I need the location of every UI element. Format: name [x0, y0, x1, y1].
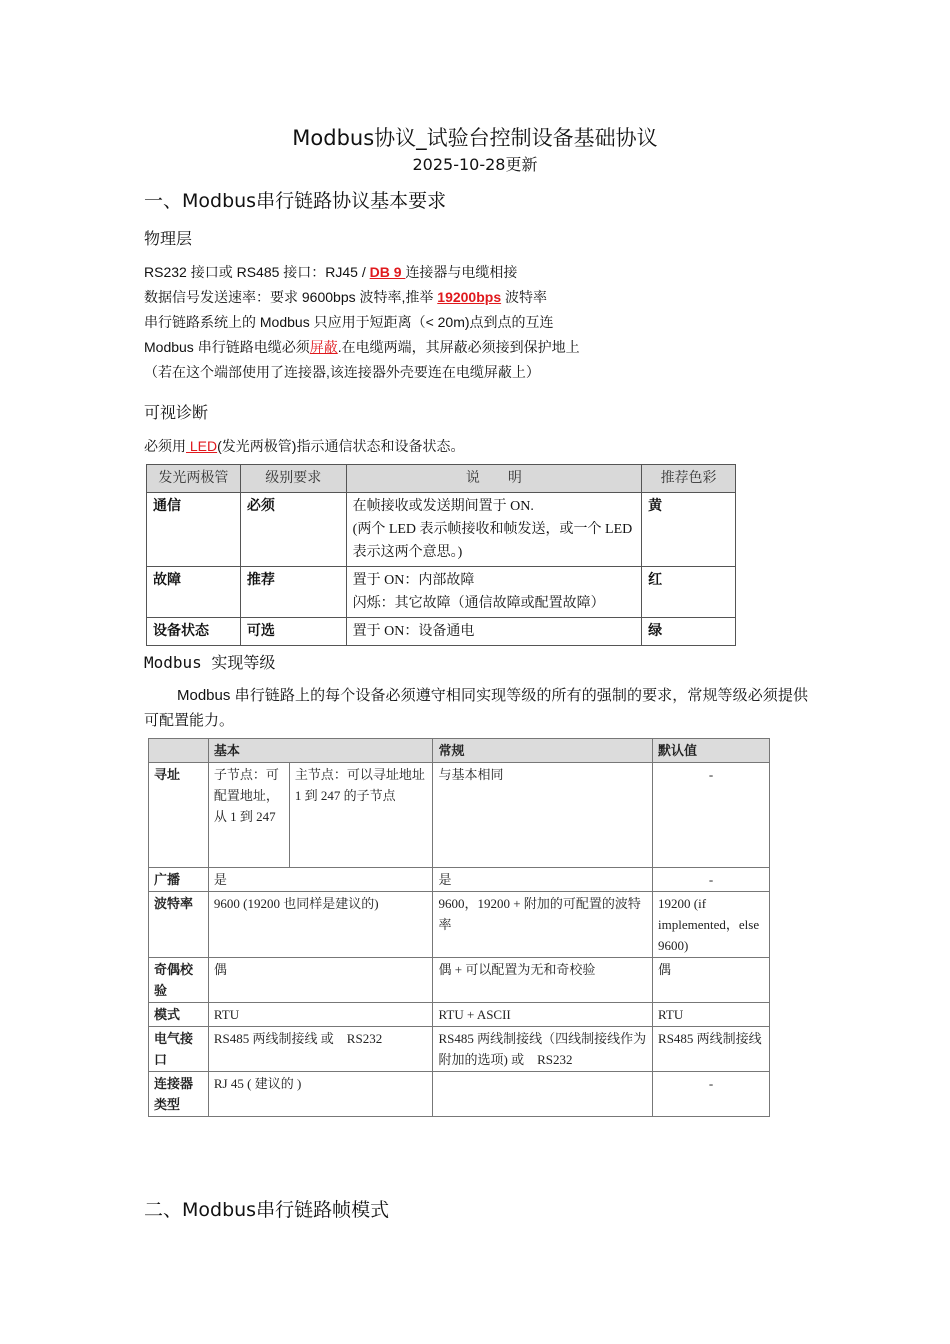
- row-label: 连接器类型: [149, 1072, 209, 1117]
- table-cell: 偶 + 可以配置为无和奇校验: [433, 958, 653, 1003]
- column-header: 发光两极管: [147, 465, 241, 493]
- text-span: 数据信号发送速率：要求 9600bps 波特率,推举: [144, 289, 438, 305]
- shield-link[interactable]: 屏蔽: [309, 339, 338, 355]
- implementation-level-heading: Modbus 实现等级: [144, 653, 276, 672]
- table-row: [149, 1072, 770, 1117]
- table-cell: RTU: [653, 1003, 770, 1027]
- table-header-row: [147, 465, 736, 493]
- column-header: 常规: [433, 739, 653, 763]
- document-title: Modbus协议_试验台控制设备基础协议: [292, 126, 658, 150]
- implementation-level-text: Modbus 串行链路上的每个设备必须遵守相同实现等级的所有的强制的要求，常规等级必须提供可配置能力。: [144, 687, 808, 729]
- physical-line-2: [144, 285, 580, 310]
- table-cell: RTU + ASCII: [433, 1003, 653, 1027]
- master-cell: 主节点：可以寻址地址 1 到 247 的子节点: [294, 767, 425, 803]
- visual-diagnosis-heading: 可视诊断: [144, 403, 209, 422]
- table-row: [149, 1027, 770, 1072]
- table-cell: 9600 (19200 也同样是建议的): [208, 892, 433, 958]
- cell-line: (两个 LED 表示帧接收和帧发送，或一个 LED 表示这两个意思。): [352, 522, 633, 560]
- table-cell: 19200 (if implemented，else 9600): [653, 892, 770, 958]
- table-row: [149, 868, 770, 892]
- row-label: 电气接口: [149, 1027, 209, 1072]
- table-cell: 是: [208, 868, 433, 892]
- column-header: 推荐色彩: [642, 465, 736, 493]
- table-cell: RJ 45 ( 建议的 ): [208, 1072, 433, 1117]
- address-subtable: [209, 763, 433, 867]
- cell-line: 闪烁：其它故障（通信故障或配置故障）: [352, 596, 605, 611]
- table-cell: 偶: [208, 958, 433, 1003]
- table-cell: RTU: [208, 1003, 433, 1027]
- table-row: [147, 618, 736, 646]
- row-label: 波特率: [149, 892, 209, 958]
- physical-line-4: [144, 335, 580, 360]
- row-label: 奇偶校验: [149, 958, 209, 1003]
- table-cell: 黄: [642, 493, 736, 567]
- column-header: 默认值: [653, 739, 770, 763]
- table-cell: 与基本相同: [433, 763, 653, 868]
- table-cell: 是: [433, 868, 653, 892]
- column-header: 基本: [208, 739, 433, 763]
- table-cell: 绿: [642, 618, 736, 646]
- section-2-heading: 二、Modbus串行链路帧模式: [144, 1199, 390, 1221]
- table-cell: RS485 两线制接线: [653, 1027, 770, 1072]
- led-table: [146, 464, 736, 646]
- table-cell: 推荐: [240, 567, 346, 618]
- document-subtitle: 2025-10-28更新: [412, 155, 538, 174]
- row-label: 广播: [149, 868, 209, 892]
- text-span: Modbus 串行链路电缆必须: [144, 339, 310, 355]
- text-span: 连接器与电缆相接: [405, 264, 518, 280]
- table-cell: [346, 567, 641, 618]
- row-label: 模式: [149, 1003, 209, 1027]
- physical-line-1: [144, 260, 580, 285]
- text-span: RS232 接口或 RS485 接口：RJ45 /: [144, 264, 370, 280]
- table-row: [149, 958, 770, 1003]
- physical-line-3: 串行链路系统上的 Modbus 只应用于短距离（< 20m)点到点的互连: [144, 314, 554, 330]
- table-header-row: [149, 739, 770, 763]
- table-cell: 9600，19200 + 附加的可配置的波特率: [433, 892, 653, 958]
- table-cell: RS485 两线制接线 或 RS232: [208, 1027, 433, 1072]
- table-cell: -: [653, 763, 770, 868]
- table-row: [147, 493, 736, 567]
- table-cell: 必须: [240, 493, 346, 567]
- db9-link[interactable]: DB 9: [369, 264, 406, 280]
- table-cell: 设备状态: [147, 618, 241, 646]
- column-header: 级别要求: [240, 465, 346, 493]
- column-header: 说 明: [346, 465, 641, 493]
- visual-diagnosis-text: [144, 434, 464, 459]
- table-row: [147, 567, 736, 618]
- table-cell: [346, 493, 641, 567]
- row-label: 寻址: [149, 763, 209, 868]
- table-cell: [208, 763, 433, 868]
- slave-cell: 子节点：可配置地址，从 1 到 247: [209, 763, 290, 867]
- table-cell: 红: [642, 567, 736, 618]
- text-span: (发光两极管)指示通信状态和设备状态。: [217, 438, 465, 454]
- led-link[interactable]: LED: [186, 438, 218, 454]
- table-cell: 通信: [147, 493, 241, 567]
- table-row: [149, 763, 770, 868]
- table-cell: [433, 1072, 653, 1117]
- table-cell: 故障: [147, 567, 241, 618]
- table-row: [149, 1003, 770, 1027]
- table-cell: -: [653, 868, 770, 892]
- cell-line: 置于 ON：内部故障: [352, 573, 475, 588]
- table-cell: 置于 ON：设备通电: [346, 618, 641, 646]
- section-1-heading: 一、Modbus串行链路协议基本要求: [144, 190, 447, 212]
- column-header: [149, 739, 209, 763]
- table-cell: RS485 两线制接线（四线制接线作为附加的选项) 或 RS232: [433, 1027, 653, 1072]
- baud-link[interactable]: 19200bps: [437, 289, 502, 305]
- text-span: .在电缆两端，其屏蔽必须接到保护地上: [337, 339, 580, 355]
- cell-line: 在帧接收或发送期间置于 ON.: [352, 499, 534, 514]
- implementation-level-table: [148, 738, 770, 1117]
- table-cell: 偶: [653, 958, 770, 1003]
- physical-layer-text: [144, 260, 580, 385]
- physical-layer-heading: 物理层: [144, 229, 193, 248]
- table-cell: -: [653, 1072, 770, 1117]
- table-cell: 可选: [240, 618, 346, 646]
- table-row: [149, 892, 770, 958]
- text-span: 必须用: [144, 438, 186, 454]
- text-span: 波特率: [501, 289, 547, 305]
- physical-line-5: （若在这个端部使用了连接器,该连接器外壳要连在电缆屏蔽上）: [144, 364, 540, 380]
